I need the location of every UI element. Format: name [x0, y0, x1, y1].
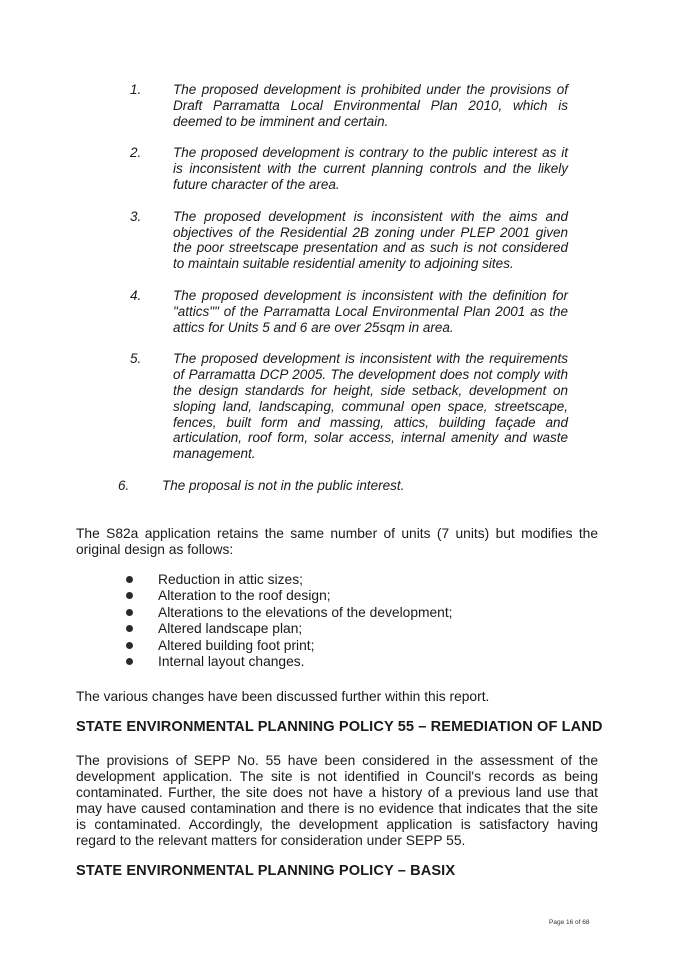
- refusal-reasons-list: [118, 82, 568, 510]
- reason-number: 6.: [118, 477, 130, 493]
- reason-text: The proposed development is inconsistent with the requirements of Parramatta DCP 2005. The development does not comply with the design standards for height, side setback, development on sloping land, landscaping, communal open space, streetscape, fences, built form and massing, attics, building façade and articulation, roof form, solar access, internal amenity and waste management.: [173, 351, 568, 462]
- reason-number: 5.: [130, 351, 142, 367]
- list-item: Alterations to the elevations of the development;: [126, 605, 453, 621]
- reason-text: The proposal is not in the public interest.: [162, 477, 405, 493]
- s82a-intro-paragraph: The S82a application retains the same number of units (7 units) but modifies the original design as follows:: [76, 526, 598, 557]
- list-item: Altered landscape plan;: [126, 621, 453, 637]
- reason-text: The proposed development is inconsistent with the aims and objectives of the Residential 2B zoning under PLEP 2001 given the poor streetscape presentation and as such is not considered to maintain suitable residential amenity to adjoining sites.: [173, 208, 568, 272]
- design-changes-list: [126, 572, 453, 670]
- reason-text: The proposed development is contrary to the public interest as it is inconsistent with the current planning controls and the likely future character of the area.: [173, 145, 568, 192]
- changes-discussed-paragraph: The various changes have been discussed further within this report.: [76, 689, 490, 704]
- list-item: Internal layout changes.: [126, 654, 453, 670]
- sepp55-paragraph: The provisions of SEPP No. 55 have been considered in the assessment of the development application. The site is not identified in Council's records as being contaminated. Further, the site does not have a history of a previous land use that may have caused contamination and there is no evidence that indicates that the site is contaminated. Accordingly, the development application is satisfactory having regard to the relevant matters for consideration under SEPP 55.: [76, 753, 598, 848]
- list-item: Altered building foot print;: [126, 638, 453, 654]
- reason-number: 3.: [130, 208, 142, 224]
- list-item: Alteration to the roof design;: [126, 588, 453, 604]
- bullet-icon: [126, 592, 133, 599]
- reason-number: 4.: [130, 287, 142, 303]
- reason-text: The proposed development is prohibited under the provisions of Draft Parramatta Local Environmental Plan 2010, which is deemed to be imminent and certain.: [173, 82, 568, 129]
- reason-number: 2.: [130, 145, 142, 161]
- reason-item-5: [118, 351, 568, 462]
- bullet-icon: [126, 658, 133, 665]
- basix-heading: STATE ENVIRONMENTAL PLANNING POLICY – BASIX: [76, 863, 456, 879]
- bullet-icon: [126, 642, 133, 649]
- sepp55-heading: STATE ENVIRONMENTAL PLANNING POLICY 55 – REMEDIATION OF LAND: [76, 719, 603, 735]
- reason-text: The proposed development is inconsistent with the definition for "attics"" of the Parramatta Local Environmental Plan 2001 as the attics for Units 5 and 6 are over 25sqm in area.: [173, 287, 568, 335]
- bullet-icon: [126, 625, 133, 632]
- bullet-icon: [126, 609, 133, 616]
- reason-item-3: [118, 209, 568, 272]
- reason-item-4: [118, 288, 568, 335]
- reason-item-1: [118, 82, 568, 129]
- reason-item-6: [118, 478, 568, 494]
- reason-number: 1.: [130, 82, 142, 97]
- reason-item-2: [118, 145, 568, 192]
- page-number: Page 16 of 68: [549, 919, 590, 926]
- bullet-icon: [126, 576, 133, 583]
- list-item: Reduction in attic sizes;: [126, 572, 453, 588]
